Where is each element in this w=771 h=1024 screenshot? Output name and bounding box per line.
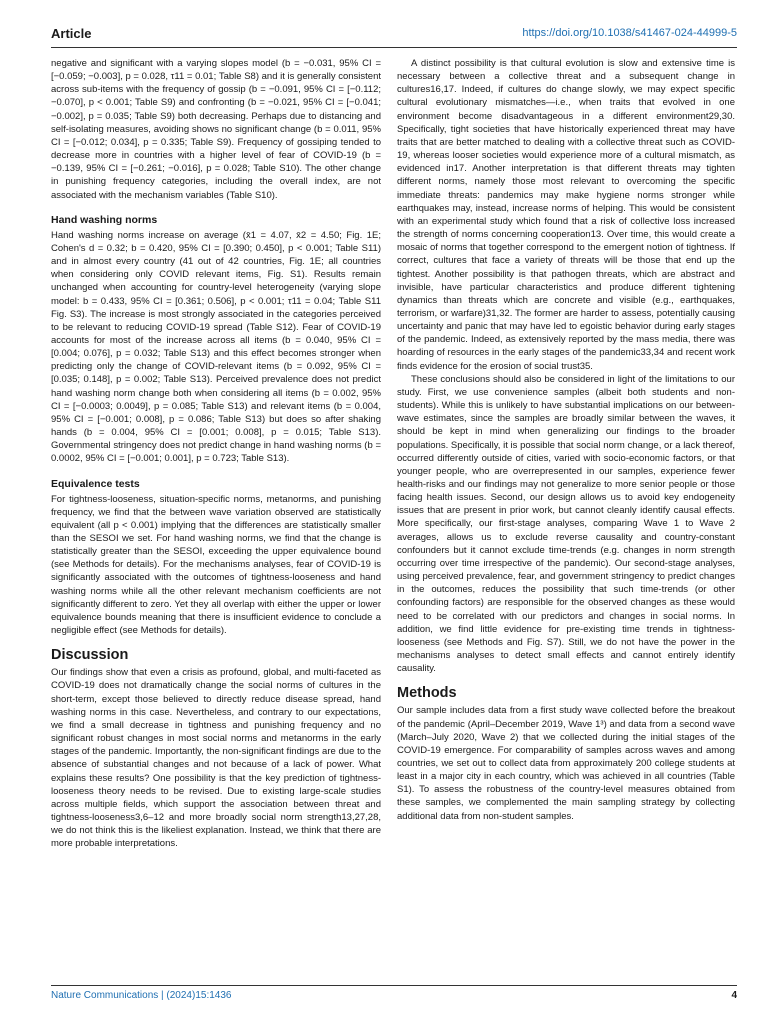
hand-washing-paragraph: Hand washing norms increase on average (x̄1 = 4.07, x̄2 = 4.50; Fig. 1E; Cohen's d = 0.32; b = 0.420, 95% CI = [0.390; 0.450], p < 0.001; Table S11) and in almost every country (41 out of 42 countries, Fig. 1E; all countries when considering only COVID relevant items, Fig. S1). Results remain unchanged when accounting for country-level heterogeneity (varying slope model: b = 0.433, 95% CI = [0.361; 0.506], p < 0.001; τ11 = 0.04; Table S11 Fig. S3). The increase is most strongly associated in the categories perceived to be relevant to reducing COVID-19 spread (Table S12). Fear of COVID-19 accounts for most of the increase across all items (b = 0.040, 95% CI = [0.004; 0.076], p = 0.032; Table S13) and this effect becomes stronger when predicting only the change of COVID-relevant items (b = 0.092, 95% CI = [0.035; 0.148], p = 0.002; Table S13). Perceived prevalence does not predict hand washing norm change both when considering all items (b = 0.002, 95% CI = [−0.0003; 0.0049], p = 0.085; Table S13) and relevant items (b = 0.004, 95% CI = [−0.001; 0.008], p = 0.086; Table S13) but does so after shaking hands (b = 0.004, 95% CI = [0.001; 0.008], p = 0.015; Table S13). Governmental stringency does not predict change in hand washing norms (b = 0.0002, 95% CI = [−0.001; 0.001], p = 0.723; Table S13).	[51, 229, 381, 465]
equivalence-heading: Equivalence tests	[51, 477, 140, 490]
methods-paragraph: Our sample includes data from a first study wave collected before the breakout of the pandemic (April–December 2019, Wave 1³) and data from a second wave (March–July 2020, Wave 2) that we collected during the initial stages of the COVID-19 emergence. For comparability of samples across waves and among countries, we set out to collect data from approximately 200 college students at least in a major city in each country, which was achieved in all countries (Table S1). To assess the robustness of the country-level measures obtained from these samples, we complemented the main sampling strategy by collecting additional data from non-student samples.	[397, 705, 735, 822]
cultural-evolution-paragraph: A distinct possibility is that cultural evolution is slow and extensive time is necessary between a collective threat and a subsequent change in cultures16,17. Indeed, if cultures do change slowly, we may expect specific cultural evolutionary mismatches—i.e., when traits that evolved in one environment become disadvantageous in a different environment29,30. Specifically, tight societies that have historically experienced threat may have traits that are better matched to dealing with a collective threat such as COVID-19, whereas looser societies would experience more of a cultural mismatch, as evidenced in17. Another interpretation is that different threats may tighten different norms, namely those most relevant to overcoming the specific immediate threats: pandemics may make hygiene norms stronger while earthquakes may, instead, increase norms of helping. This would be consistent with an experimental study which found that a risk of collective loss increased the strength of norms concerning cooperation13. Over time, this would create a mosaic of norms that together correspond to the emergent notion of tightness. If correct, cultures that face a variety of threats will be those that end up the tightest. Another possibility is that pathogen threats, which are abstract and invisible, have particular characteristics and produce different tightening dynamics than threats which are concrete and visible (e.g., earthquakes, terrorism, or warfare)31,32. The former are harder to assess, potentially causing uncertainty and panic that may have led to egoistic behavior during early stages of the pandemic. Indeed, as extensively reported by the mass media, there was hoarding of resources in the early stages of the pandemic33,34 and recent work finds evidence for the erosion of social trust35.	[397, 58, 735, 372]
hand-washing-heading: Hand washing norms	[51, 213, 158, 226]
doi-link[interactable]: https://doi.org/10.1038/s41467-024-44999-5	[522, 27, 737, 39]
journal-citation[interactable]: Nature Communications | (2024)15:1436	[51, 990, 232, 1001]
intro-paragraph: negative and significant with a varying slopes model (b = −0.031, 95% CI = [−0.059; −0.003], p = 0.028, τ11 = 0.01; Table S8) and it is generally consistent across sub-items with the frequency of gossip (b = −0.091, 95% CI = [−0.112; −0.070], p < 0.001; Table S9) and confronting (b = −0.021, 95% CI = [−0.041; −0.002], p = 0.035; Table S9) both decreasing. Perhaps due to distancing and self-isolating measures, avoiding shows no significant change (b = 0.011, 95% CI = [−0.012; 0.034], p = 0.335; Table S9). Frequency of gossiping tended to decrease more in countries with a higher level of fear of COVID-19 (b = −0.139, 95% CI = [−0.261; −0.016], p = 0.028; Table S10). The other change in punishing frequency categories, including the overall index, are not associated with the mechanism variables (Table S10).	[51, 58, 381, 201]
footer-rule	[51, 985, 737, 986]
page-number: 4	[731, 990, 737, 1001]
header-rule	[51, 47, 737, 48]
right-column	[397, 57, 735, 823]
discussion-heading: Discussion	[51, 647, 129, 664]
methods-heading: Methods	[397, 685, 457, 702]
page-footer	[51, 990, 737, 1006]
discussion-paragraph: Our findings show that even a crisis as profound, global, and multi-faceted as COVID-19 does not dramatically change the social norms of cultures in the short-term, except those believed to directly reduce disease spread, hand washing norms in this case. Nevertheless, and contrary to our expectations, we find a small decrease in tightness and punishing frequency and no significant robust changes in most social norms and metanorms in the early stages of the pandemic. Importantly, the non-significant findings are due to the absence of substantial changes and not because of a lack of power. What explains these results? One possibility is that the key prediction of tightness-looseness theory needs to be revised. Due to existing large-scale studies across multiple fields, which support the association between threat and tightness-looseness3,6–12 and more broadly social norm strength13,27,28, we do not think this is the likeliest explanation. Instead, we think that there are more probable interpretations.	[51, 667, 381, 850]
limitations-paragraph: These conclusions should also be considered in light of the limitations to our study. First, we use convenience samples (albeit both students and non-students). While this is unlikely to have substantial implications on our between-wave estimates, since the samples are broadly similar between the waves, it should be kept in mind when generalizing our findings to the broader populations. Specifically, it is possible that social norm change, or a lack thereof, occurred differently outside of cities, varied with socio-economic factors, or that younger people, who are overrepresented in our samples, experience fewer health-risks and our findings may not generalize to more senior people or those facing health issues. Second, our design allows us to avoid key endogeneity issues that are present in prior work, but cannot cleanly identify causal effects. More specifically, our first-stage analyses, comparing Wave 1 to Wave 2 averages, allows us to exclude reverse causality and country-constant confounders but it cannot exclude time-trends (e.g. changes in norm strength occurring over time irrespective of the pandemic). Our second-stage analyses, using perceived prevalence, fear, and government stringency to predict changes in the outcomes, reduces the possibility that such time-trends (or other confounding factors) are responsible for the observed changes as these would need to be correlated with our predictors and changes in social norms. In addition, we find little evidence for pre-existing time trends in tightness-looseness (see Methods and Fig. S7). Still, we do not have the power in the mechanisms analyses to detect small effects and cannot entirely identify causality.	[397, 373, 735, 675]
left-column	[51, 57, 381, 850]
equivalence-paragraph: For tightness-looseness, situation-specific norms, metanorms, and punishing frequency, we find that the between wave variation observed are statistically equivalent (all p < 0.001) implying that the differences are statistically smaller than the SESOI we set. For hand washing norms, we find that the change is statistically greater than the SESOI, exceeding the upper equivalence bound (see Methods for details). For the mechanisms analyses, fear of COVID-19 is significantly associated with the outcomes of tightness-looseness and hand washing norms while all the other relevant mechanism coefficients are not significantly different to zero. Yet they all overlap with either the upper or lower equivalence bounds meaning that there is insufficient evidence to conclude a negligible effect (see Methods for details).	[51, 493, 381, 637]
page-header	[51, 26, 737, 46]
article-type-label: Article	[51, 26, 92, 41]
